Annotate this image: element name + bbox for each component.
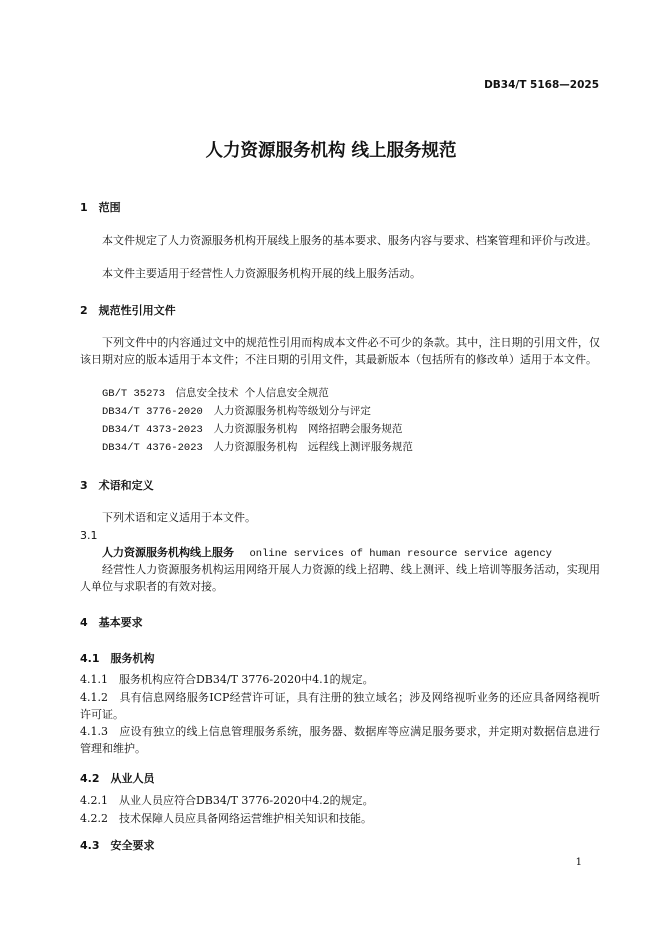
- clause-4-1-3: 4.1.3 应设有独立的线上信息管理服务系统，服务器、数据库等应满足服务要求，并定期对数据信息进行管理和维护。: [80, 725, 600, 755]
- term-entry: [102, 545, 552, 563]
- section-4-3-heading: 4.3 安全要求: [80, 839, 155, 852]
- term-number: 3.1: [80, 529, 98, 542]
- page-number: 1: [575, 857, 582, 868]
- section-4-heading: 4 基本要求: [80, 616, 143, 629]
- clause-4-1-1: 4.1.1 服务机构应符合DB34/T 3776-2020中4.1的规定。: [80, 673, 374, 686]
- section-1-heading: 1 范围: [80, 201, 121, 214]
- term-definition: 经营性人力资源服务机构运用网络开展人力资源的线上招聘、线上测评、线上培训等服务活动，实现用人单位与求职者的有效对接。: [80, 563, 600, 593]
- section-4-2-heading: 4.2 从业人员: [80, 772, 155, 785]
- section-1-paragraph-1: 本文件规定了人力资源服务机构开展线上服务的基本要求、服务内容与要求、档案管理和评价与改进。: [102, 234, 597, 247]
- reference-item: DB34/T 4373-2023 人力资源服务机构 网络招聘会服务规范: [102, 424, 403, 436]
- term-english: online services of human resource service agency: [249, 548, 552, 560]
- section-1-paragraph-2: 本文件主要适用于经营性人力资源服务机构开展的线上服务活动。: [102, 267, 421, 280]
- term-chinese: 人力资源服务机构线上服务: [102, 546, 234, 559]
- clause-4-2-1: 4.2.1 从业人员应符合DB34/T 3776-2020中4.2的规定。: [80, 794, 374, 807]
- document-title: 人力资源服务机构 线上服务规范: [205, 141, 457, 161]
- section-3-heading: 3 术语和定义: [80, 479, 154, 492]
- section-4-1-heading: 4.1 服务机构: [80, 652, 155, 665]
- clause-4-1-2: 4.1.2 具有信息网络服务ICP经营许可证，具有注册的独立域名；涉及网络视听业务的还应具备网络视听许可证。: [80, 691, 600, 721]
- standard-number: DB34/T 5168—2025: [484, 79, 599, 91]
- section-2-heading: 2 规范性引用文件: [80, 304, 176, 317]
- section-3-intro: 下列术语和定义适用于本文件。: [102, 511, 256, 524]
- reference-item: DB34/T 4376-2023 人力资源服务机构 远程线上测评服务规范: [102, 442, 413, 454]
- reference-item: DB34/T 3776-2020 人力资源服务机构等级划分与评定: [102, 406, 371, 418]
- reference-item: GB/T 35273 信息安全技术 个人信息安全规范: [102, 388, 329, 400]
- section-2-paragraph-1: 下列文件中的内容通过文中的规范性引用而构成本文件必不可少的条款。其中，注日期的引用文件，仅该日期对应的版本适用于本文件；不注日期的引用文件，其最新版本（包括所有的修改单）适用于本文件。: [80, 336, 600, 366]
- clause-4-2-2: 4.2.2 技术保障人员应具备网络运营维护相关知识和技能。: [80, 812, 372, 825]
